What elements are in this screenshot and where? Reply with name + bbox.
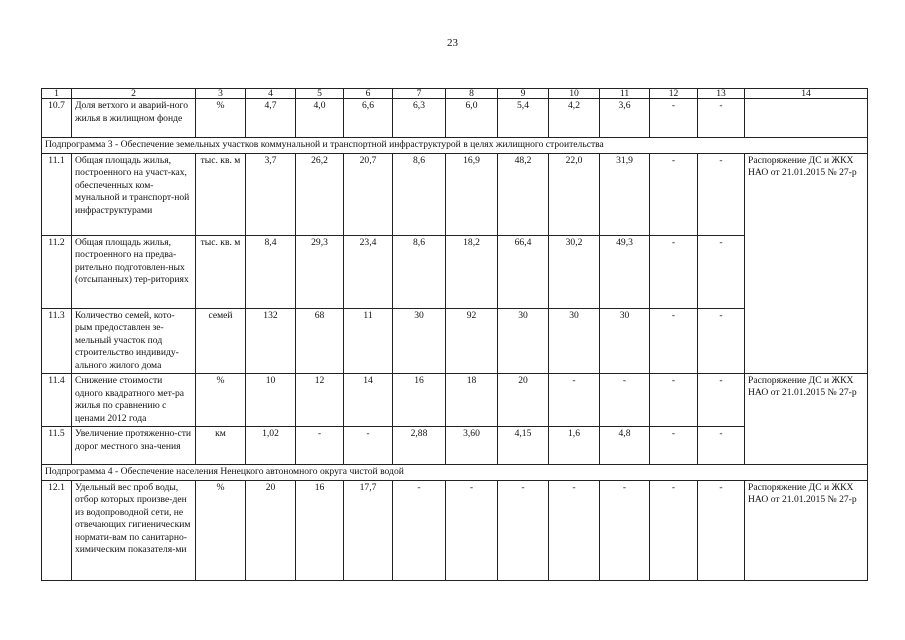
row-number: 11.1 — [42, 153, 72, 235]
value-cell: 16,9 — [446, 153, 498, 235]
indicator-name: Удельный вес проб воды, отбор которых произве-ден из водопроводной сети, не отвечающих гигиеническим нормати-вам по санитарно-химическим показателя-ми — [72, 480, 196, 580]
value-cell: - — [344, 427, 393, 465]
column-number: 7 — [393, 89, 446, 99]
subprogram-title: Подпрограмма 4 - Обеспечение населения Ненецкого автономного округа чистой водой — [42, 465, 868, 481]
value-cell: - — [650, 427, 698, 465]
value-cell: - — [600, 374, 650, 427]
value-cell: - — [698, 153, 745, 235]
indicator-name: Общая площадь жилья, построенного на предва-рительно подготовлен-ных (отсыпанных) тер-риториях — [72, 235, 196, 308]
row-number: 11.2 — [42, 235, 72, 308]
unit: % — [196, 480, 246, 580]
column-number: 9 — [498, 89, 549, 99]
page-number: 23 — [447, 37, 458, 49]
value-cell: - — [698, 99, 745, 138]
value-cell: - — [549, 480, 600, 580]
value-cell: 16 — [296, 480, 344, 580]
value-cell: 66,4 — [498, 235, 549, 308]
value-cell: 4,0 — [296, 99, 344, 138]
value-cell: 6,3 — [393, 99, 446, 138]
indicator-name: Доля ветхого и аварий-ного жилья в жилищном фонде — [72, 99, 196, 138]
value-cell: 3,6 — [600, 99, 650, 138]
source-note: Распоряжение ДС и ЖКХ НАО от 21.01.2015 № 27-р — [745, 480, 868, 580]
value-cell: 6,0 — [446, 99, 498, 138]
value-cell: - — [600, 480, 650, 580]
column-number: 11 — [600, 89, 650, 99]
indicators-table — [41, 88, 868, 581]
value-cell: - — [698, 308, 745, 374]
value-cell: - — [650, 374, 698, 427]
value-cell: 48,2 — [498, 153, 549, 235]
row-number: 11.3 — [42, 308, 72, 374]
row-number: 10.7 — [42, 99, 72, 138]
value-cell: 8,6 — [393, 153, 446, 235]
value-cell: - — [446, 480, 498, 580]
indicator-name: Общая площадь жилья, построенного на участ-ках, обеспеченных ком-мунальной и транспорт-ной инфраструктурами — [72, 153, 196, 235]
column-number: 8 — [446, 89, 498, 99]
value-cell: - — [698, 480, 745, 580]
value-cell: 8,6 — [393, 235, 446, 308]
value-cell: 8,4 — [246, 235, 296, 308]
source-note: Распоряжение ДС и ЖКХ НАО от 21.01.2015 № 27-р — [745, 153, 868, 374]
value-cell: 132 — [246, 308, 296, 374]
column-number: 10 — [549, 89, 600, 99]
value-cell: 30 — [600, 308, 650, 374]
column-number: 5 — [296, 89, 344, 99]
value-cell: - — [296, 427, 344, 465]
value-cell: 20 — [246, 480, 296, 580]
value-cell: - — [698, 374, 745, 427]
unit: % — [196, 99, 246, 138]
value-cell: - — [650, 308, 698, 374]
section-row — [42, 465, 868, 481]
value-cell: 30 — [498, 308, 549, 374]
column-number: 13 — [698, 89, 745, 99]
column-number: 4 — [246, 89, 296, 99]
value-cell: 17,7 — [344, 480, 393, 580]
column-number: 14 — [745, 89, 868, 99]
value-cell: 30 — [549, 308, 600, 374]
value-cell: - — [698, 235, 745, 308]
value-cell: - — [650, 99, 698, 138]
row-number: 11.4 — [42, 374, 72, 427]
value-cell: 18 — [446, 374, 498, 427]
value-cell: - — [393, 480, 446, 580]
row-number: 11.5 — [42, 427, 72, 465]
value-cell: 4,8 — [600, 427, 650, 465]
value-cell: 5,4 — [498, 99, 549, 138]
table-row — [42, 480, 868, 580]
value-cell: 20 — [498, 374, 549, 427]
value-cell: 11 — [344, 308, 393, 374]
table-row — [42, 99, 868, 138]
indicator-name: Количество семей, кото-рым предоставлен зе-мельный участок под строительство индивиду-ального жилого дома — [72, 308, 196, 374]
unit: тыс. кв. м — [196, 235, 246, 308]
table-row — [42, 235, 868, 308]
unit: км — [196, 427, 246, 465]
value-cell: - — [698, 427, 745, 465]
value-cell: 10 — [246, 374, 296, 427]
value-cell: 16 — [393, 374, 446, 427]
value-cell: 23,4 — [344, 235, 393, 308]
unit: тыс. кв. м — [196, 153, 246, 235]
value-cell: 22,0 — [549, 153, 600, 235]
value-cell: 12 — [296, 374, 344, 427]
table-row — [42, 374, 868, 427]
value-cell: 29,3 — [296, 235, 344, 308]
value-cell: 18,2 — [446, 235, 498, 308]
value-cell: - — [650, 153, 698, 235]
section-row — [42, 138, 868, 154]
column-number: 2 — [72, 89, 196, 99]
value-cell: 6,6 — [344, 99, 393, 138]
value-cell: 1,02 — [246, 427, 296, 465]
value-cell: 31,9 — [600, 153, 650, 235]
value-cell: - — [549, 374, 600, 427]
indicator-name: Снижение стоимости одного квадратного мет-ра жилья по сравнению с ценами 2012 года — [72, 374, 196, 427]
source-note: Распоряжение ДС и ЖКХ НАО от 21.01.2015 № 27-р — [745, 374, 868, 465]
value-cell: - — [498, 480, 549, 580]
column-number: 1 — [42, 89, 72, 99]
subprogram-title: Подпрограмма 3 - Обеспечение земельных участков коммунальной и транспортной инфраструктурой в целях жилищного строительства — [42, 138, 868, 154]
indicator-name: Увеличение протяженно-сти дорог местного зна-чения — [72, 427, 196, 465]
row-number: 12.1 — [42, 480, 72, 580]
unit: % — [196, 374, 246, 427]
value-cell: - — [650, 480, 698, 580]
value-cell: 68 — [296, 308, 344, 374]
value-cell: 3,7 — [246, 153, 296, 235]
column-number: 12 — [650, 89, 698, 99]
source-note — [745, 99, 868, 138]
value-cell: 49,3 — [600, 235, 650, 308]
table-row — [42, 427, 868, 465]
table-row — [42, 308, 868, 374]
value-cell: 92 — [446, 308, 498, 374]
value-cell: 30 — [393, 308, 446, 374]
value-cell: 2,88 — [393, 427, 446, 465]
value-cell: 3,60 — [446, 427, 498, 465]
table-row — [42, 153, 868, 235]
value-cell: 4,2 — [549, 99, 600, 138]
column-number: 3 — [196, 89, 246, 99]
value-cell: 4,7 — [246, 99, 296, 138]
value-cell: 26,2 — [296, 153, 344, 235]
value-cell: 14 — [344, 374, 393, 427]
unit: семей — [196, 308, 246, 374]
value-cell: 30,2 — [549, 235, 600, 308]
column-number-row — [42, 89, 868, 99]
value-cell: 4,15 — [498, 427, 549, 465]
value-cell: 1,6 — [549, 427, 600, 465]
value-cell: 20,7 — [344, 153, 393, 235]
value-cell: - — [650, 235, 698, 308]
column-number: 6 — [344, 89, 393, 99]
